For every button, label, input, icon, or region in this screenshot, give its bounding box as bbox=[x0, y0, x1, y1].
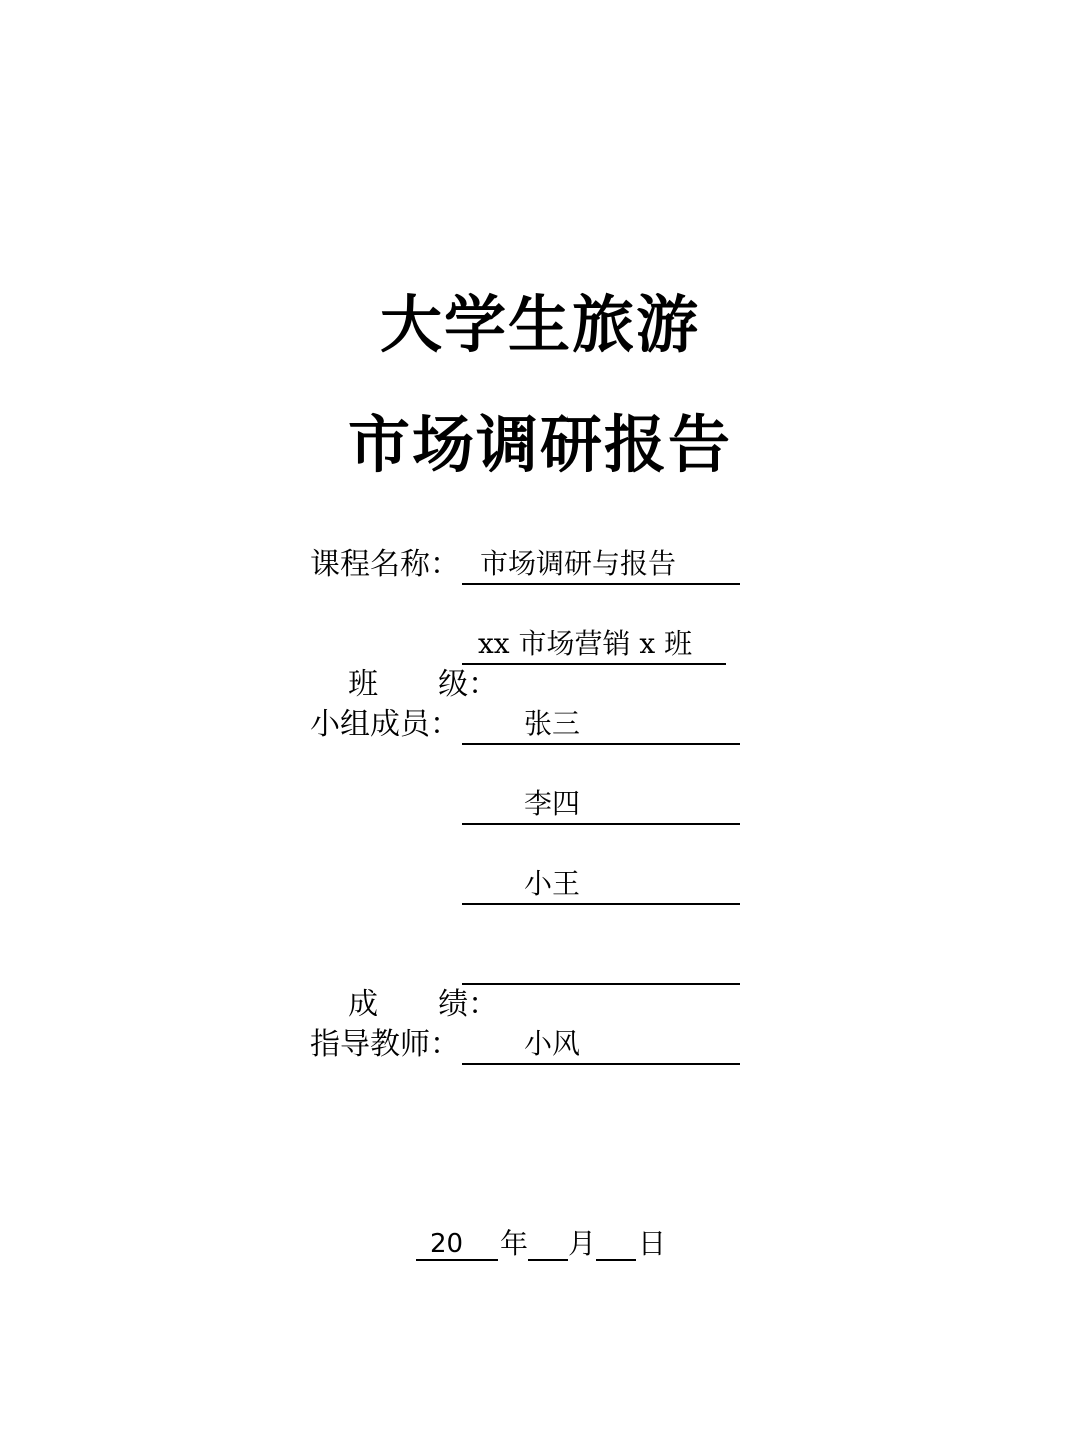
course-field bbox=[462, 545, 740, 585]
teacher-name: 小风 bbox=[524, 1027, 581, 1060]
grade-field bbox=[462, 945, 740, 985]
member-name-3: 小王 bbox=[524, 867, 581, 900]
grade-label-char-2: 绩： bbox=[438, 987, 499, 1022]
members-row-2 bbox=[310, 785, 750, 829]
members-label: 小组成员： bbox=[310, 707, 460, 742]
grade-label-char-1: 成 bbox=[348, 987, 379, 1022]
member-name-2: 李四 bbox=[524, 787, 581, 820]
member-name-1: 张三 bbox=[524, 707, 581, 740]
member-field-2 bbox=[462, 785, 740, 825]
month-underline bbox=[528, 1259, 568, 1261]
year-prefix: 20 bbox=[430, 1229, 464, 1259]
year-label: 年 bbox=[500, 1227, 529, 1260]
month-label: 月 bbox=[568, 1227, 597, 1260]
teacher-field bbox=[462, 1025, 740, 1065]
report-title-line-1: 大学生旅游 bbox=[379, 288, 700, 361]
teacher-label: 指导教师： bbox=[310, 1027, 460, 1062]
member-field-3 bbox=[462, 865, 740, 905]
class-label-char-1: 班 bbox=[348, 667, 379, 702]
day-label: 日 bbox=[638, 1227, 667, 1260]
class-field bbox=[462, 625, 726, 665]
class-row bbox=[310, 625, 750, 702]
course-value: 市场调研与报告 bbox=[480, 547, 677, 580]
members-row-1 bbox=[310, 705, 750, 749]
report-title-line-2: 市场调研报告 bbox=[347, 408, 732, 481]
class-value: xx 市场营销 x 班 bbox=[478, 627, 693, 660]
course-label: 课程名称： bbox=[310, 547, 460, 582]
course-row bbox=[310, 545, 750, 589]
members-row-3 bbox=[310, 865, 750, 909]
day-underline bbox=[596, 1259, 636, 1261]
grade-row bbox=[310, 945, 750, 1022]
class-label-char-2: 级： bbox=[438, 667, 499, 702]
teacher-row bbox=[310, 1025, 750, 1069]
member-field-1 bbox=[462, 705, 740, 745]
